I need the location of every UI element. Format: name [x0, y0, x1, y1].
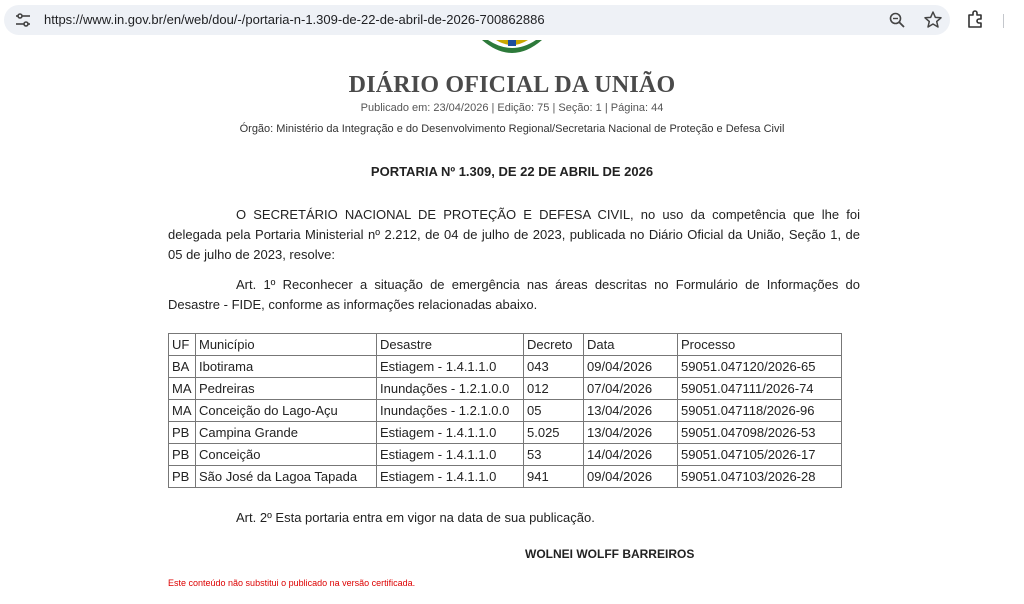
table-cell: 09/04/2026 — [584, 466, 678, 488]
table-cell: 14/04/2026 — [584, 444, 678, 466]
table-cell: Conceição — [196, 444, 377, 466]
table-header-cell: UF — [169, 334, 196, 356]
disclaimer-note: Este conteúdo não substitui o publicado na versão certificada. — [168, 578, 416, 588]
table-cell: Estiagem - 1.4.1.1.0 — [377, 466, 524, 488]
table-row — [169, 466, 842, 488]
table-cell: Conceição do Lago-Açu — [196, 400, 377, 422]
table-cell: 13/04/2026 — [584, 422, 678, 444]
orgao-line: Órgão: Ministério da Integração e do Desenvolvimento Regional/Secretaria Nacional de Proteção e Defesa Civil — [239, 123, 785, 135]
address-bar[interactable] — [4, 5, 950, 35]
intro-paragraph: O SECRETÁRIO NACIONAL DE PROTEÇÃO E DEFESA CIVIL, no uso da competência que lhe foi delegada pela Portaria Ministerial nº 2.212, de 04 de julho de 2023, publicada no Diário Oficial da União, Seção 1, de 05 de julho de 2023, resolve: — [168, 207, 860, 262]
table-cell: 53 — [524, 444, 584, 466]
table-cell: 59051.047118/2026-96 — [678, 400, 842, 422]
table-header-cell: Data — [584, 334, 678, 356]
table-header-cell: Decreto — [524, 334, 584, 356]
emergency-table — [168, 333, 842, 488]
portaria-title: PORTARIA Nº 1.309, DE 22 DE ABRIL DE 2026 — [370, 164, 654, 179]
table-cell: 05 — [524, 400, 584, 422]
table-cell: Ibotirama — [196, 356, 377, 378]
table-cell: 012 — [524, 378, 584, 400]
table-cell: 941 — [524, 466, 584, 488]
article-2: Art. 2º Esta portaria entra em vigor na data de sua publicação. — [236, 510, 595, 525]
table-row — [169, 400, 842, 422]
table-cell: MA — [169, 400, 196, 422]
publication-info: Publicado em: 23/04/2026 | Edição: 75 | Seção: 1 | Página: 44 — [360, 102, 664, 114]
url-text[interactable]: https://www.in.gov.br/en/web/dou/-/portaria-n-1.309-de-22-de-abril-de-2026-700862886 — [44, 12, 545, 27]
table-cell: PB — [169, 466, 196, 488]
table-cell: 59051.047105/2026-17 — [678, 444, 842, 466]
table-cell: Inundações - 1.2.1.0.0 — [377, 378, 524, 400]
table-cell: 5.025 — [524, 422, 584, 444]
table-cell: PB — [169, 444, 196, 466]
toolbar-separator — [1003, 14, 1004, 28]
table-cell: MA — [169, 378, 196, 400]
table-cell: 043 — [524, 356, 584, 378]
table-header-row — [169, 334, 842, 356]
table-row — [169, 422, 842, 444]
article-1: Art. 1º Reconhecer a situação de emergência nas áreas descritas no Formulário de Informações do Desastre - FIDE, conforme as informações relacionadas abaixo. — [168, 277, 860, 312]
table-cell: 59051.047103/2026-28 — [678, 466, 842, 488]
table-header-cell: Desastre — [377, 334, 524, 356]
table-cell: Estiagem - 1.4.1.1.0 — [377, 356, 524, 378]
zoom-icon[interactable] — [889, 12, 905, 28]
coat-of-arms-icon — [478, 40, 546, 54]
table-row — [169, 444, 842, 466]
table-cell: Estiagem - 1.4.1.1.0 — [377, 444, 524, 466]
table-cell: 09/04/2026 — [584, 356, 678, 378]
table-cell: BA — [169, 356, 196, 378]
browser-toolbar — [0, 0, 1024, 40]
table-header-cell: Processo — [678, 334, 842, 356]
table-cell: São José da Lagoa Tapada — [196, 466, 377, 488]
table-cell: Inundações - 1.2.1.0.0 — [377, 400, 524, 422]
table-cell: 59051.047120/2026-65 — [678, 356, 842, 378]
extensions-icon[interactable] — [966, 10, 984, 28]
table-cell: Estiagem - 1.4.1.1.0 — [377, 422, 524, 444]
table-cell: 59051.047111/2026-74 — [678, 378, 842, 400]
table-cell: 59051.047098/2026-53 — [678, 422, 842, 444]
table-row — [169, 356, 842, 378]
table-cell: 07/04/2026 — [584, 378, 678, 400]
table-cell: Pedreiras — [196, 378, 377, 400]
table-cell: Campina Grande — [196, 422, 377, 444]
table-header-cell: Município — [196, 334, 377, 356]
signatory-name: WOLNEI WOLFF BARREIROS — [525, 547, 695, 561]
page-title: DIÁRIO OFICIAL DA UNIÃO — [348, 72, 676, 98]
site-info-icon[interactable] — [14, 12, 32, 28]
table-cell: 13/04/2026 — [584, 400, 678, 422]
table-row — [169, 378, 842, 400]
table-cell: PB — [169, 422, 196, 444]
bookmark-star-icon[interactable] — [923, 10, 943, 30]
